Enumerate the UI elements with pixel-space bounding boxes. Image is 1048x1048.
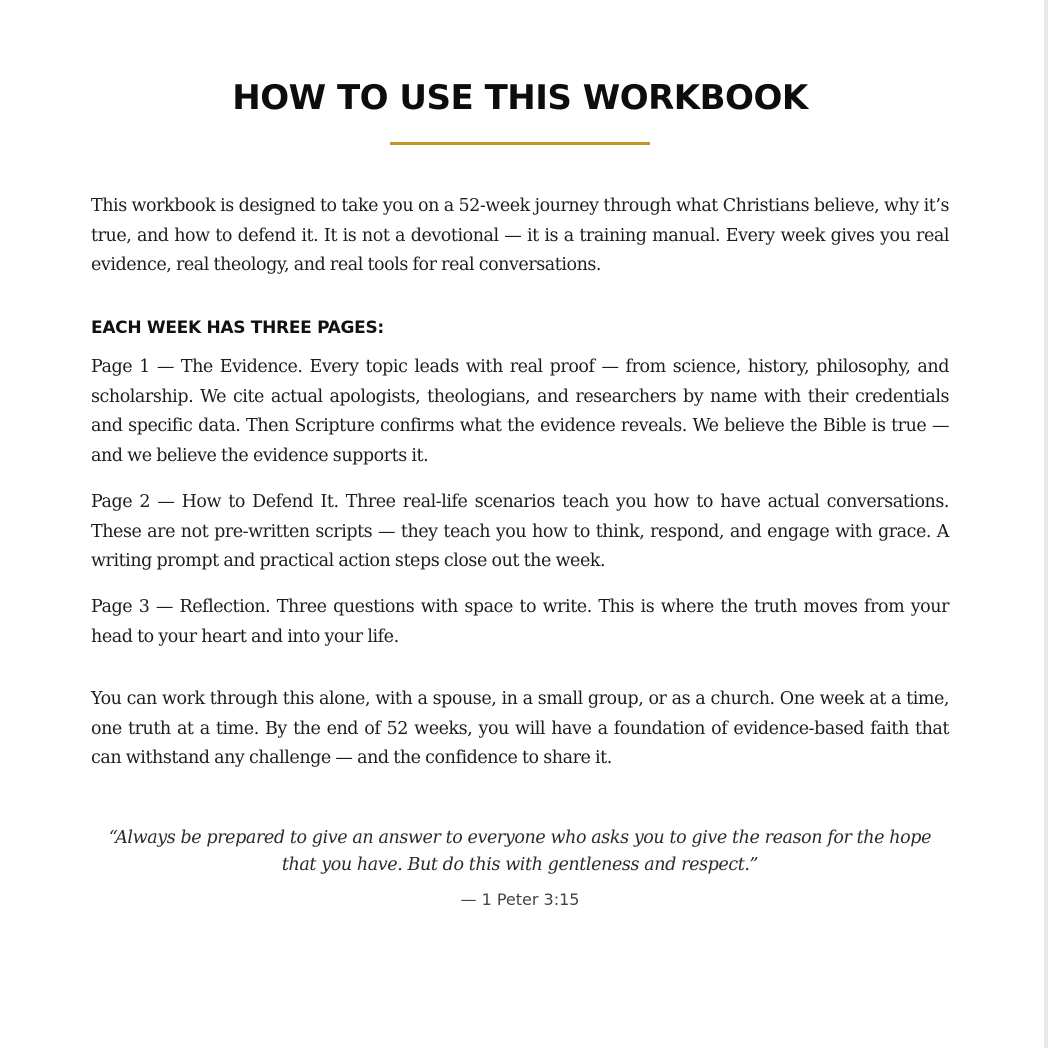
page-3-description: Page 3 — Reflection. Three questions with space to write. This is where the truth moves from your head to your heart and into your life.	[91, 597, 949, 647]
closing-paragraph: You can work through this alone, with a spouse, in a small group, or as a church. One week at a time, one truth at a time. By the end of 52 weeks, you will have a foundation of evidence-based faith that can withstand any challenge — and the confidence to share it.	[91, 689, 949, 769]
section-heading: EACH WEEK HAS THREE PAGES:	[91, 318, 384, 338]
intro-paragraph: This workbook is designed to take you on a 52-week journey through what Christians believe, why it’s true, and how to defend it. It is not a devotional — it is a training manual. Every week gives you real evidence, real theology, and real tools for real conversations.	[91, 196, 949, 276]
title-underline-divider	[390, 142, 650, 145]
page-title: HOW TO USE THIS WORKBOOK	[232, 78, 808, 118]
scrollbar-track[interactable]	[1044, 0, 1048, 1048]
page-2-description: Page 2 — How to Defend It. Three real-life scenarios teach you how to have actual conversations. These are not pre-written scripts — they teach you how to think, respond, and engage with grace. A writing prompt and practical action steps close out the week.	[91, 492, 949, 572]
scripture-quote: “Always be prepared to give an answer to everyone who asks you to give the reason for the hope that you have. But do this with gentleness and respect.”	[108, 828, 932, 875]
scripture-citation: — 1 Peter 3:15	[460, 890, 580, 909]
page-1-description: Page 1 — The Evidence. Every topic leads with real proof — from science, history, philosophy, and scholarship. We cite actual apologists, theologians, and researchers by name with their credentials and specific data. Then Scripture confirms what the evidence reveals. We believe the Bible is true — and we believe the evidence supports it.	[91, 357, 949, 466]
